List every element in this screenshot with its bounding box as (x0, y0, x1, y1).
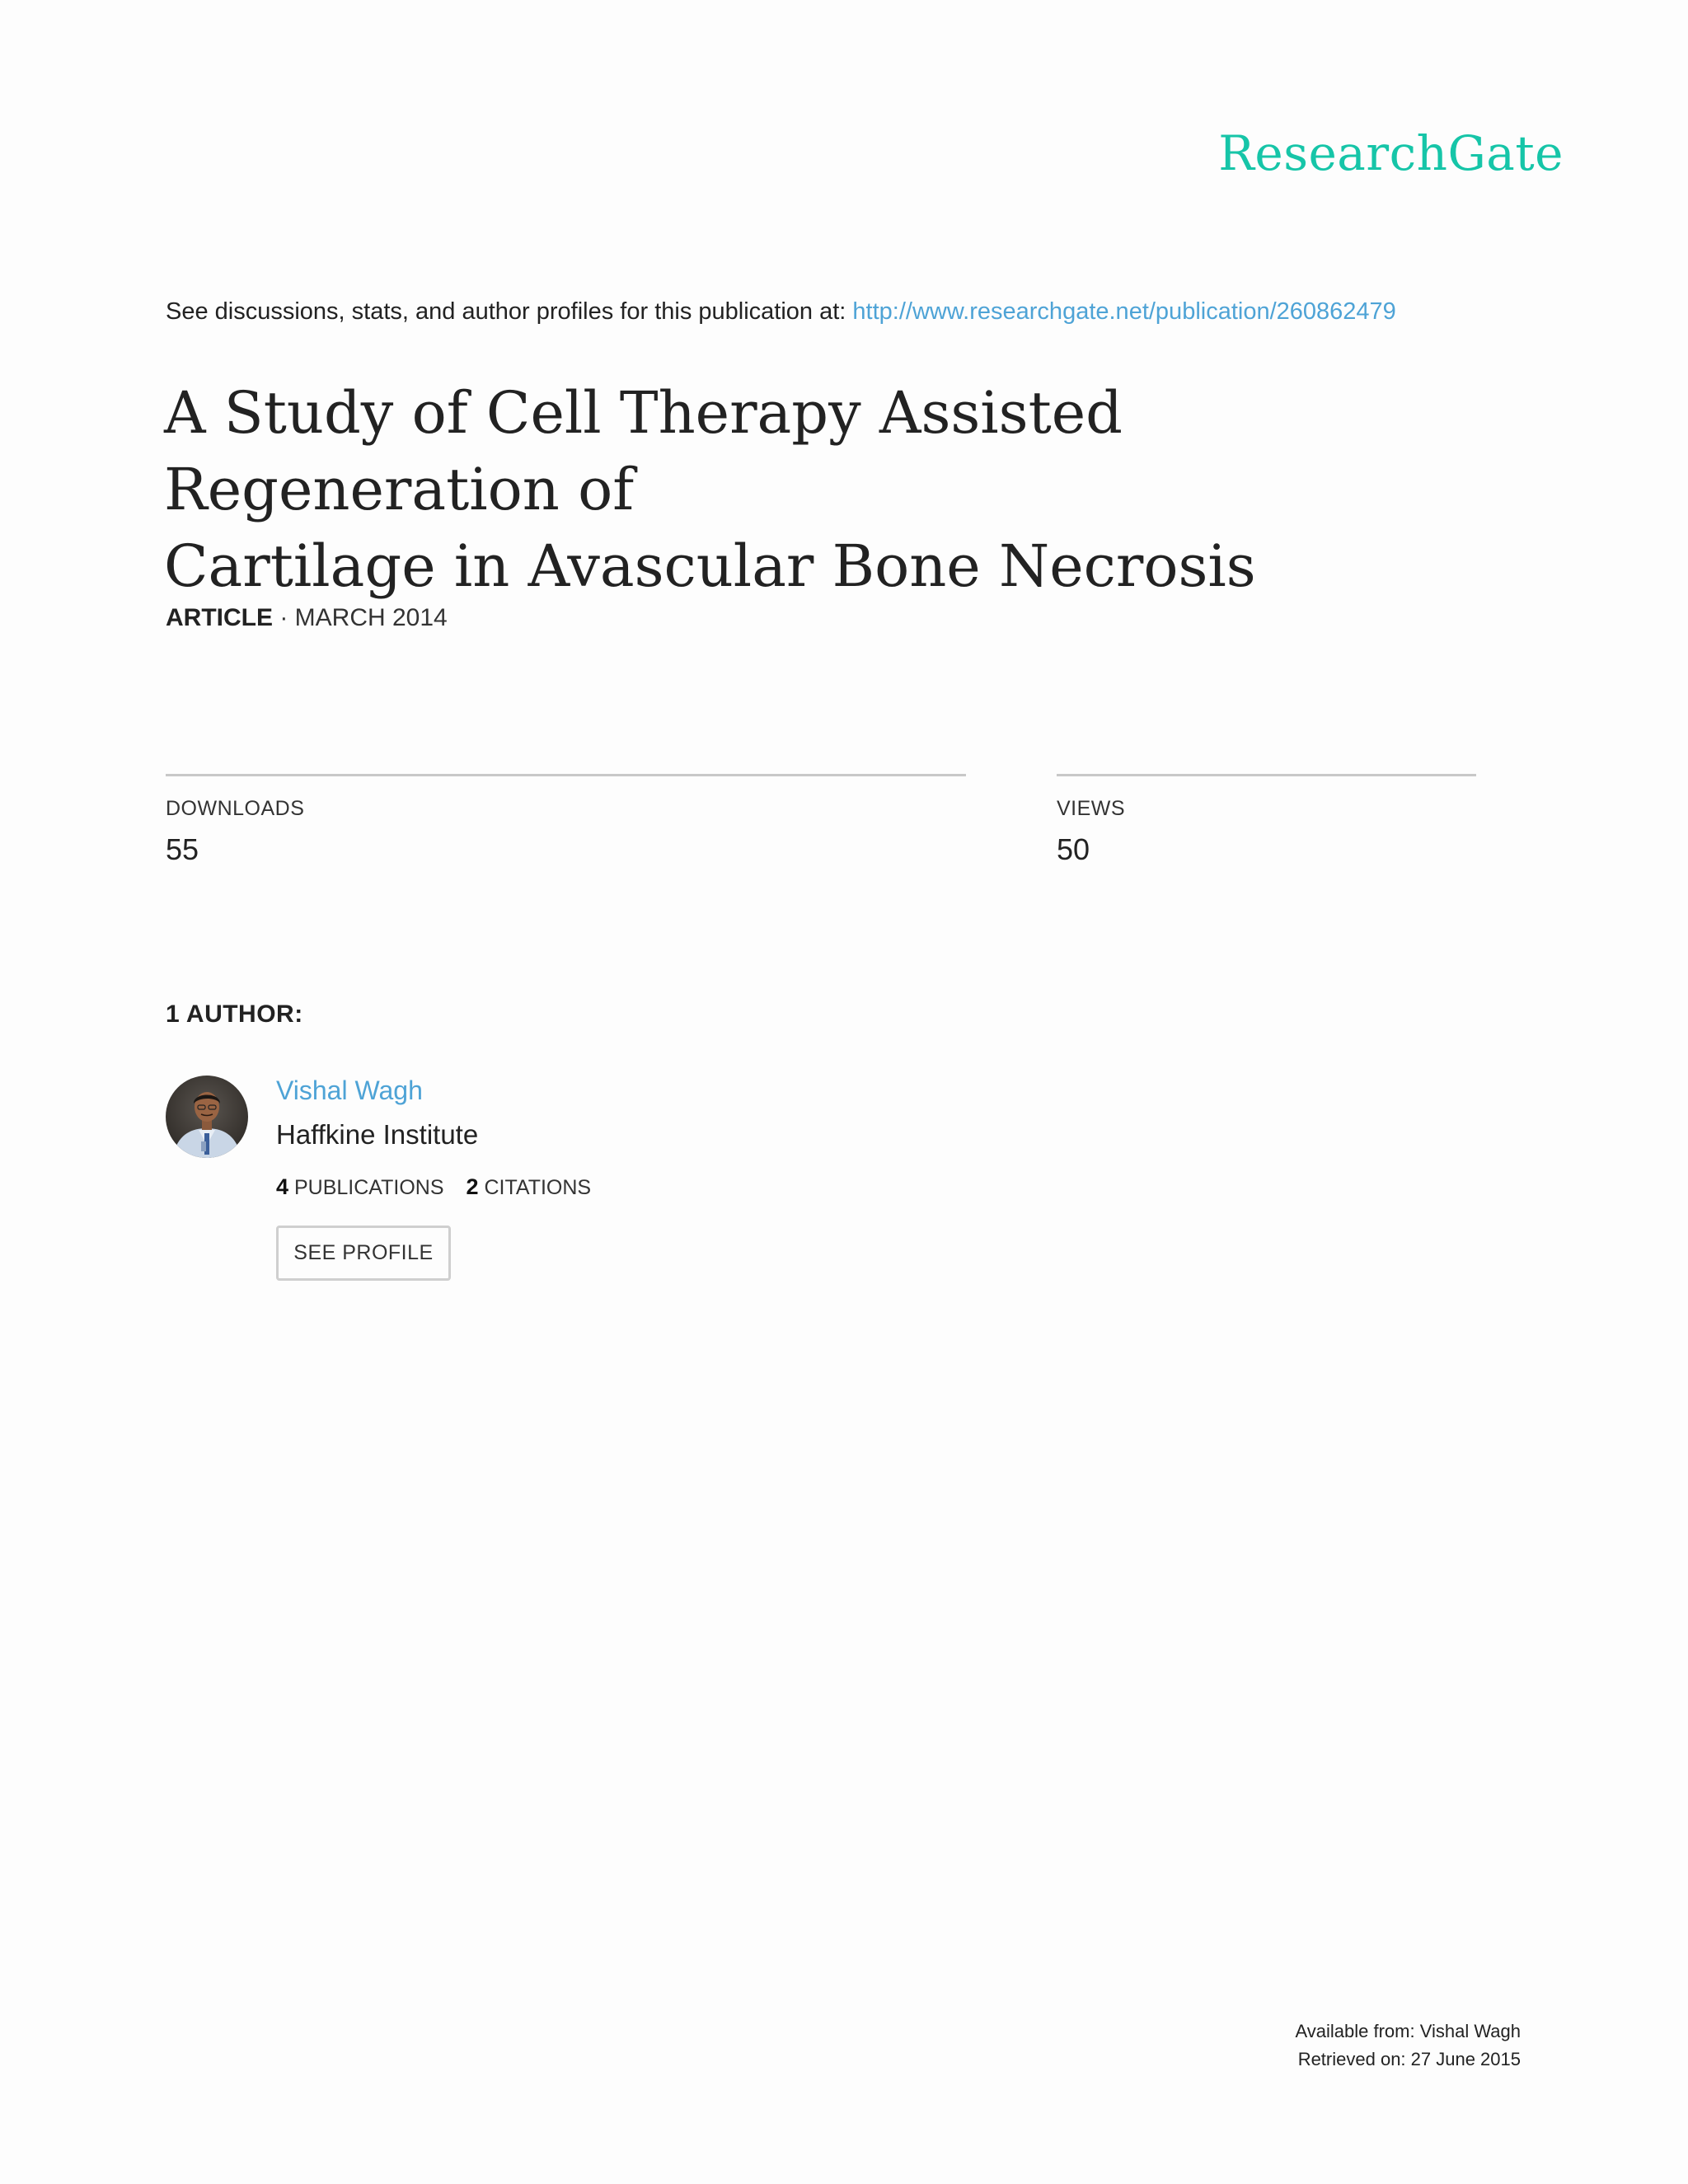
publications-label: PUBLICATIONS (293, 1176, 444, 1199)
publication-date: MARCH 2014 (294, 604, 448, 631)
citations-label: CITATIONS (484, 1176, 592, 1199)
publication-type: ARTICLE (166, 604, 273, 631)
author-name-link[interactable]: Vishal Wagh (276, 1076, 423, 1105)
meta-separator: · (273, 604, 295, 631)
avatar-photo-icon (166, 1076, 248, 1158)
downloads-value: 55 (166, 832, 199, 866)
see-profile-button[interactable]: SEE PROFILE (276, 1226, 451, 1281)
available-from: Available from: Vishal Wagh (1295, 2021, 1521, 2041)
title-line-1: A Study of Cell Therapy Assisted Regeneration of (164, 379, 1123, 523)
views-divider (1057, 774, 1476, 776)
downloads-label: DOWNLOADS (166, 797, 305, 820)
views-label: VIEWS (1057, 797, 1126, 820)
researchgate-logo[interactable]: ResearchGate (1218, 125, 1564, 181)
title-line-2: Cartilage in Avascular Bone Necrosis (164, 532, 1256, 600)
downloads-divider (166, 774, 966, 776)
see-discussions-text: See discussions, stats, and author profiles for this publication at: (166, 298, 846, 325)
publication-meta (166, 604, 448, 632)
citations-count: 2 (466, 1174, 479, 1199)
publication-link[interactable]: http://www.researchgate.net/publication/260862479 (852, 298, 1396, 325)
see-discussions-line (166, 298, 1396, 326)
views-value: 50 (1057, 832, 1090, 866)
authors-heading: 1 AUTHOR: (166, 1001, 303, 1028)
avatar[interactable] (166, 1076, 248, 1158)
publication-title (164, 375, 1524, 605)
author-stats (276, 1174, 591, 1200)
author-institution: Haffkine Institute (276, 1119, 479, 1150)
retrieved-on: Retrieved on: 27 June 2015 (1297, 2049, 1521, 2069)
footer-info (1295, 2018, 1521, 2074)
publications-count: 4 (276, 1174, 289, 1199)
